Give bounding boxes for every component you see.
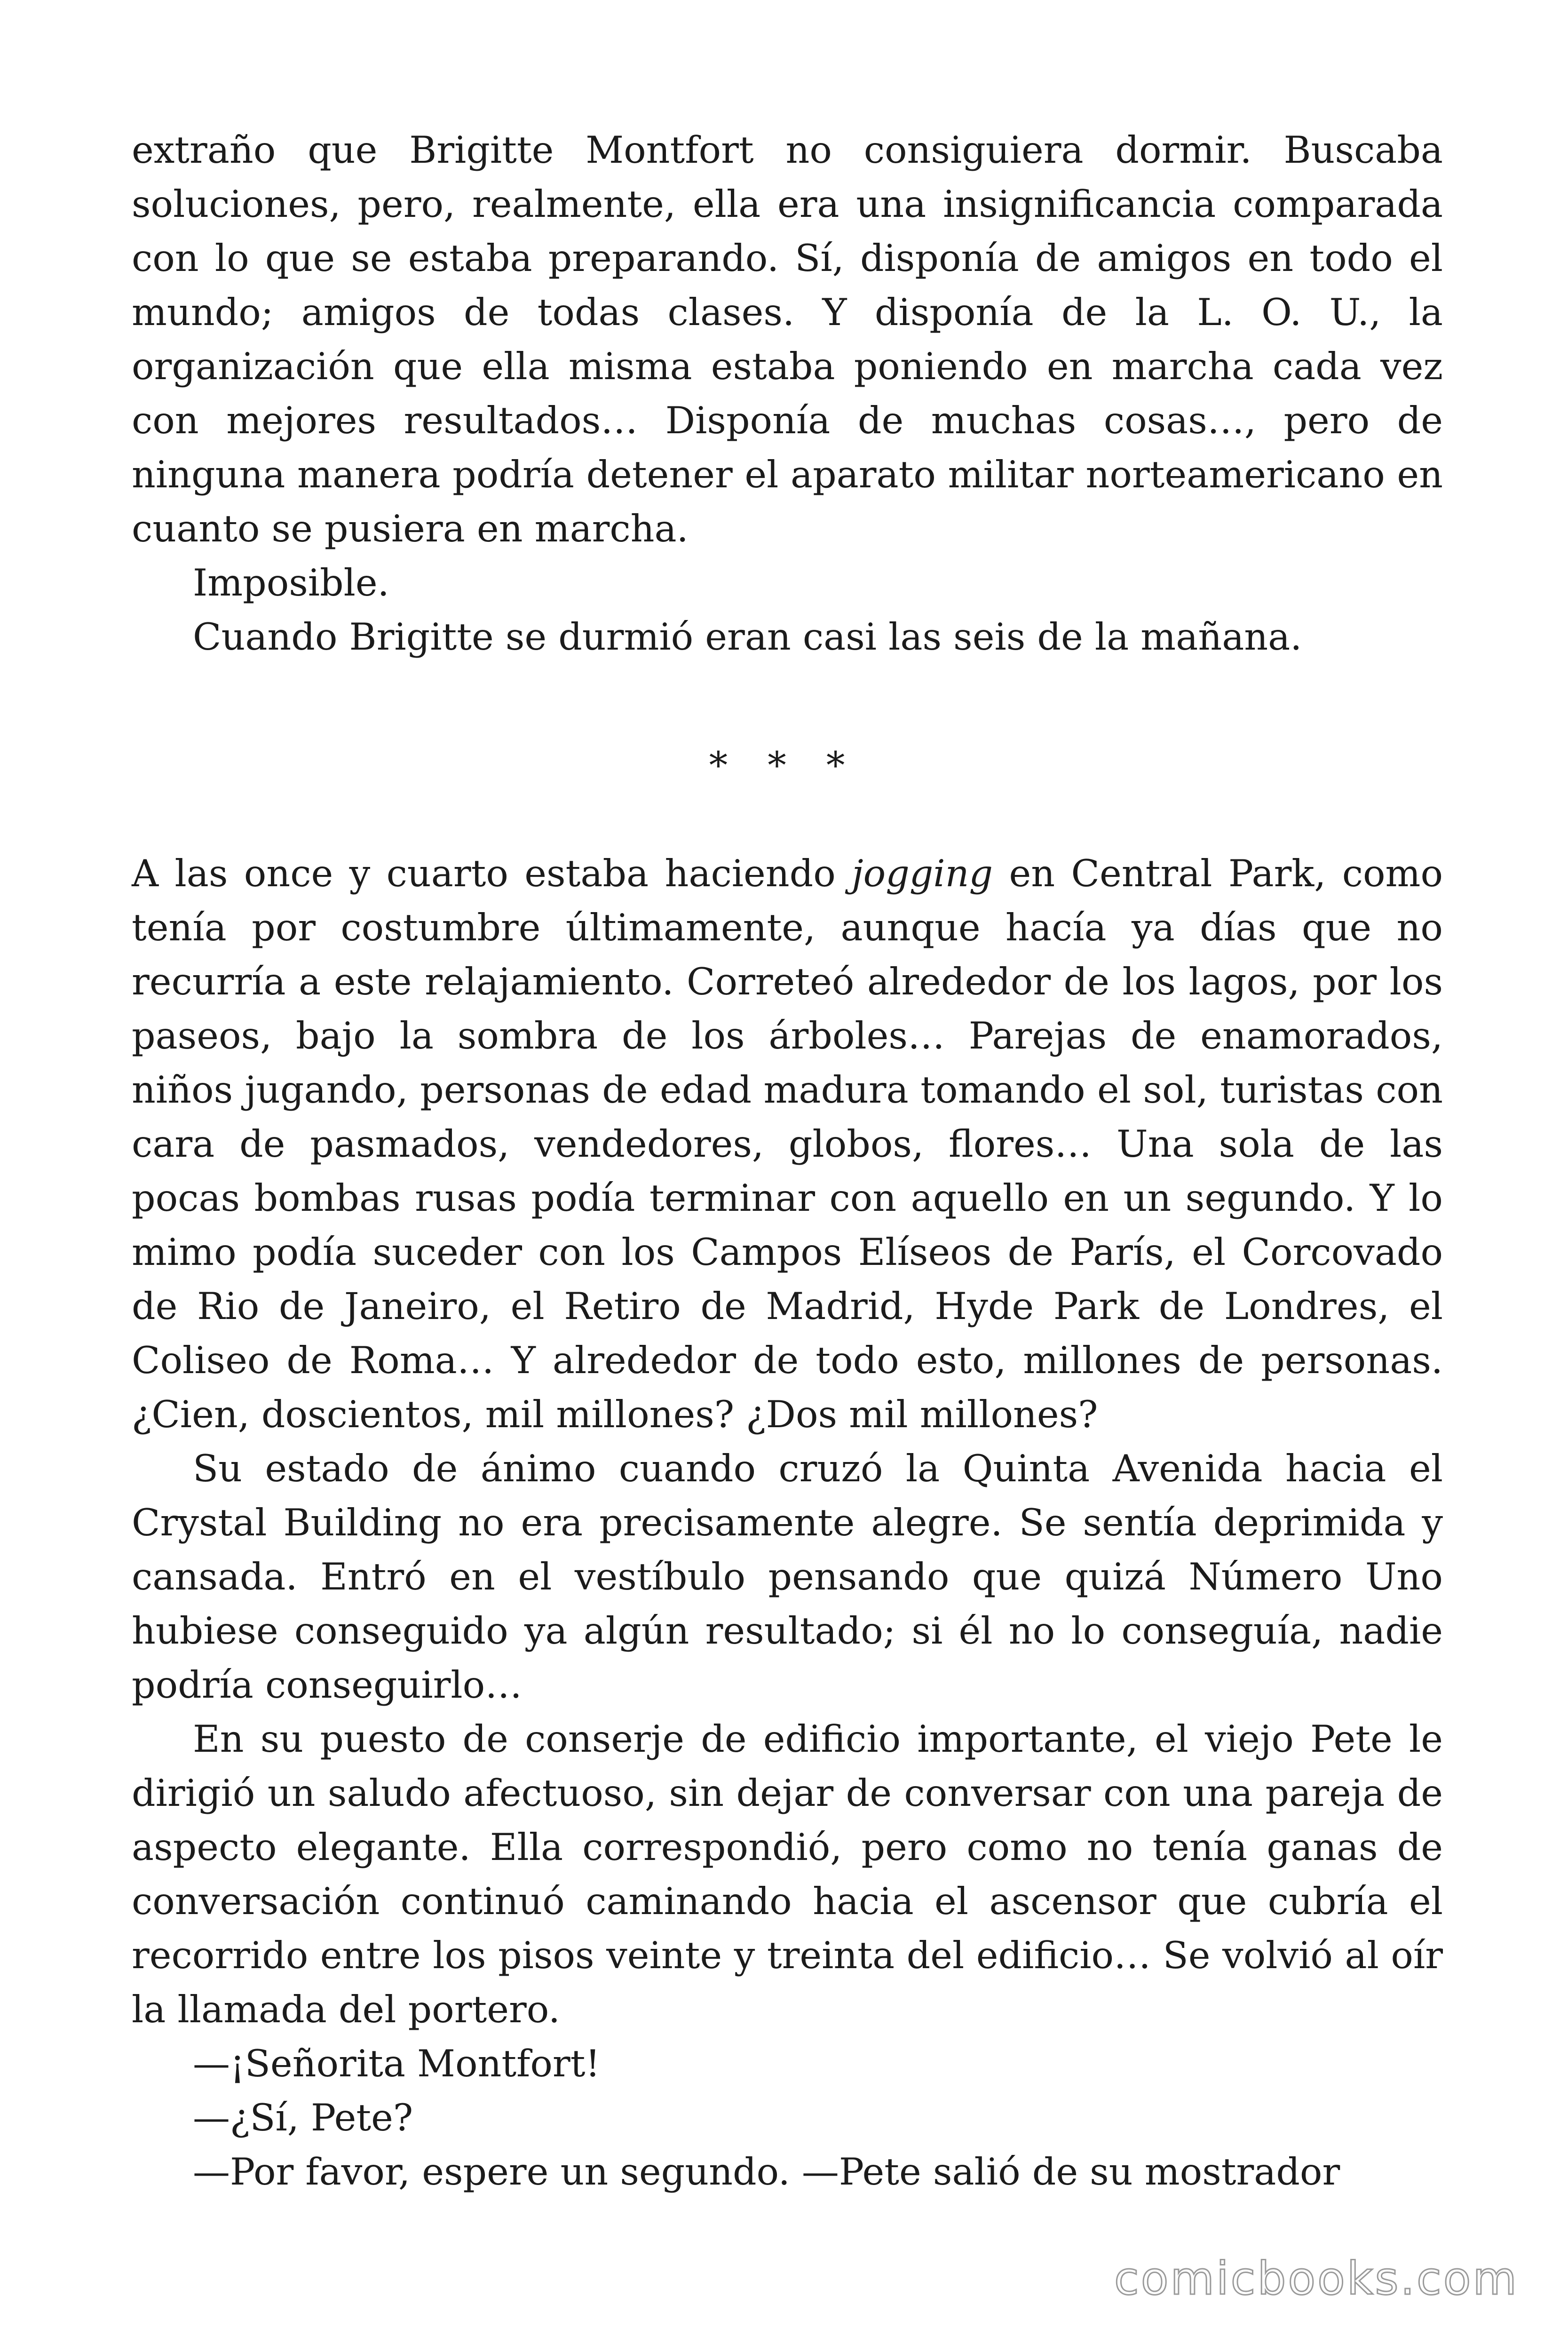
text-span: A las once y cuarto estaba haciendo <box>132 852 852 895</box>
paragraph: extraño que Brigitte Montfort no consiguiera dormir. Buscaba soluciones, pero, realmente, ella era una insignificancia comparada con lo que se estaba preparando. Sí, disponía de amigos en todo el mundo; amigos de todas clases. Y disponía de la L. O. U., la organización que ella misma estaba poniendo en marcha cada vez con mejores resultados… Disponía de muchas cosas…, pero de ninguna manera podría detener el aparato militar norteamericano en cuanto se pusiera en marcha. <box>132 128 1443 550</box>
paragraph: Cuando Brigitte se durmió eran casi las seis de la mañana. <box>193 615 1302 659</box>
text-block-top <box>132 123 1443 664</box>
dialogue-line: —Por favor, espere un segundo. —Pete salió de su mostrador <box>193 2150 1340 2193</box>
paragraph: En su puesto de conserje de edificio importante, el viejo Pete le dirigió un saludo afectuoso, sin dejar de conversar con una pareja de aspecto elegante. Ella correspondió, pero como no tenía ganas de conversación continuó caminando hacia el ascensor que cubría el recorrido entre los pisos veinte y treinta del edificio… Se volvió al oír la llamada del portero. <box>132 1717 1443 2031</box>
paragraph: Su estado de ánimo cuando cruzó la Quinta Avenida hacia el Crystal Building no era precisamente alegre. Se sentía deprimida y cansada. Entró en el vestíbulo pensando que quizá Número Uno hubiese conseguido ya algún resultado; si él no lo conseguía, nadie podría conseguirlo… <box>132 1447 1443 1707</box>
text-span: en Central Park, como tenía por costumbre últimamente, aunque hacía ya días que no recurría a este relajamiento. Correteó alrededor de los lagos, por los paseos, bajo la sombra de los árboles… Parejas de enamorados, niños jugando, personas de edad madura tomando el sol, turistas con cara de pasmados, vendedores, globos, flores… Una sola de las pocas bombas rusas podía terminar con aquello en un segundo. Y lo mimo podía suceder con los Campos Elíseos de París, el Corcovado de Rio de Janeiro, el Retiro de Madrid, Hyde Park de Londres, el Coliseo de Roma… Y alrededor de todo esto, millones de personas. ¿Cien, doscientos, mil millones? ¿Dos mil millones? <box>132 852 1443 1436</box>
section-separator: * * * <box>709 744 859 787</box>
dialogue-line: —¡Señorita Montfort! <box>193 2042 601 2085</box>
text-block-main <box>132 847 1443 2199</box>
dialogue-line: —¿Sí, Pete? <box>193 2096 413 2139</box>
watermark: comicbooks.com <box>1114 2252 1519 2305</box>
paragraph: Imposible. <box>193 561 389 604</box>
paragraph-jogging <box>132 847 1443 1442</box>
italic-word: jogging <box>852 852 993 895</box>
